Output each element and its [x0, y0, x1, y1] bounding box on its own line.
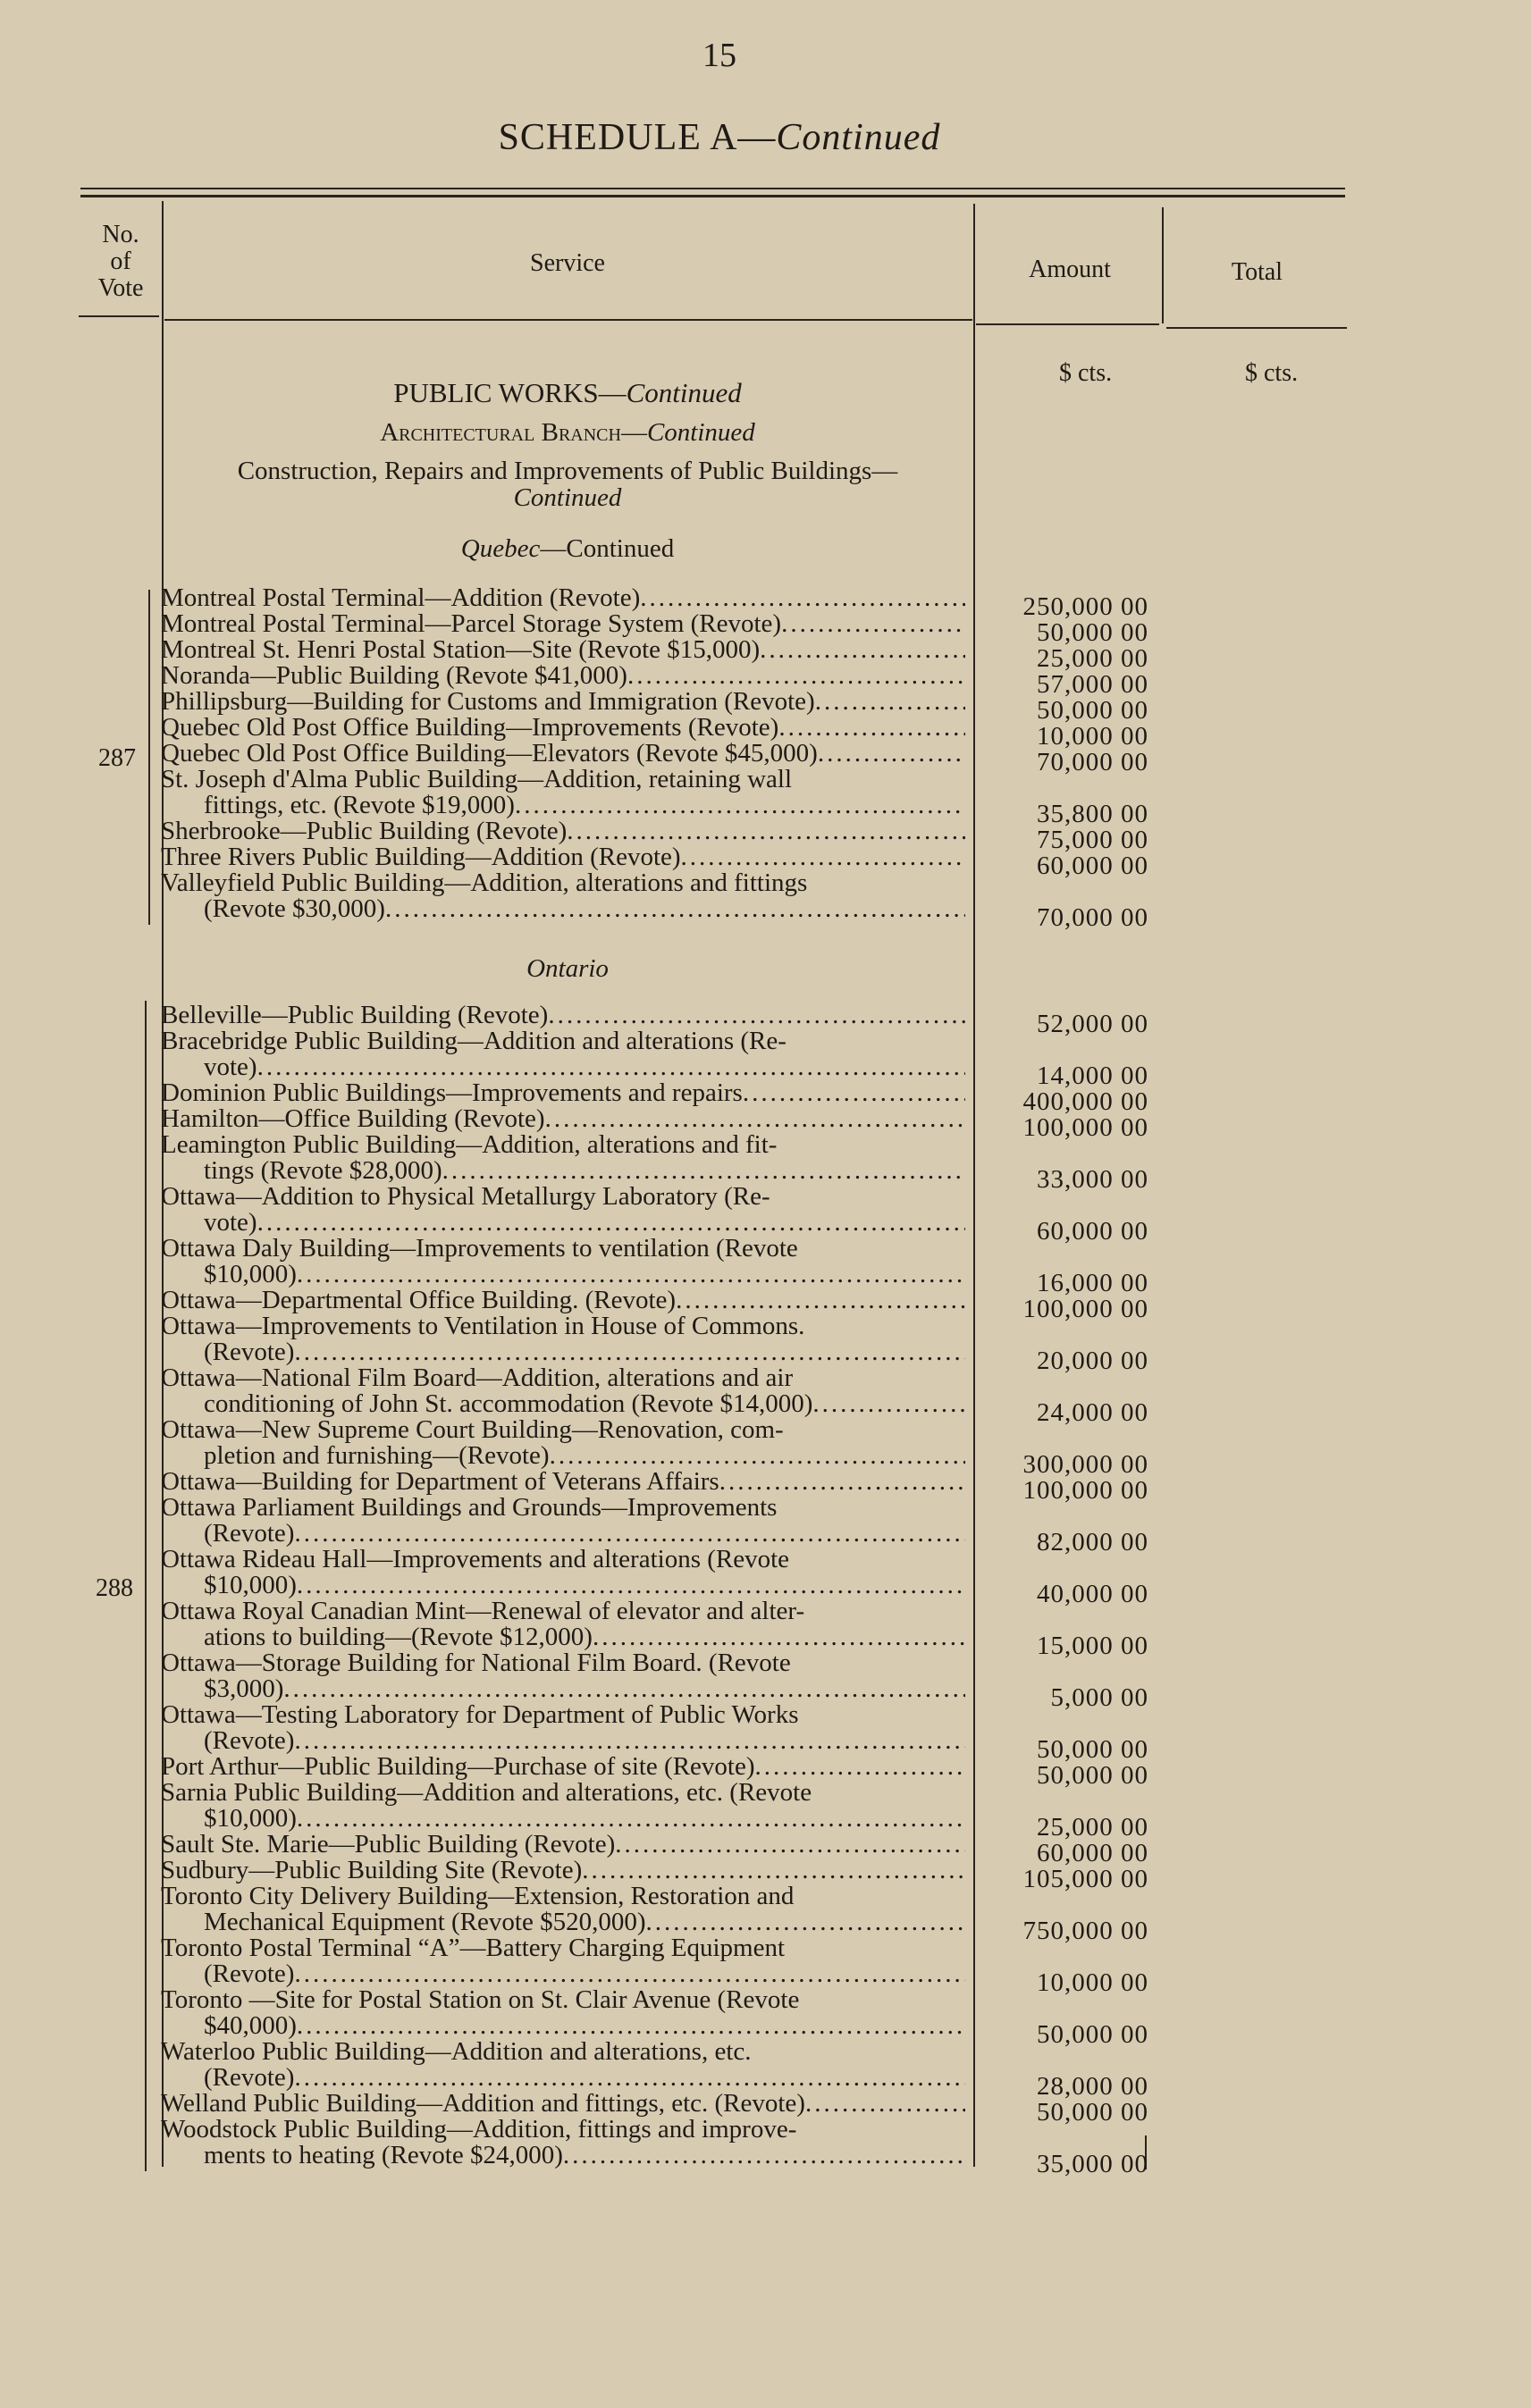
leader-dots: [294, 1728, 965, 1754]
line-item-amount: 16,000 00: [1037, 1269, 1148, 1297]
leader-dots: [297, 1806, 965, 1832]
line-item-amount: 60,000 00: [1037, 852, 1148, 880]
total-currency: $ cts.: [1245, 359, 1299, 387]
line-item-text: Dominion Public Buildings—Improvements and repairs: [161, 1078, 743, 1107]
header-service: Service: [530, 249, 605, 277]
page-number: 15: [702, 37, 736, 74]
leader-dots: [755, 1754, 965, 1780]
leader-dots: [645, 1909, 965, 1935]
line-item-text: Toronto —Site for Postal Station on St. Clair Avenue (Revote: [161, 1985, 800, 2014]
line-item-text: St. Joseph d'Alma Public Building—Addition, retaining wall: [161, 765, 793, 793]
leader-dots: [778, 715, 965, 741]
line-item: [161, 741, 965, 767]
column-line-total: [1162, 207, 1164, 323]
leader-dots: [297, 2013, 965, 2039]
line-item: [161, 1598, 965, 1650]
line-item: [161, 689, 965, 715]
leader-dots: [283, 1676, 965, 1702]
line-item: [161, 1106, 965, 1132]
line-item-amount: 100,000 00: [1022, 1113, 1148, 1142]
top-double-rule: [80, 188, 1345, 189]
leader-dots: [593, 1624, 965, 1650]
leader-dots: [294, 1339, 965, 1365]
line-item-text: Three Rivers Public Building—Addition (Revote): [161, 843, 681, 871]
line-item-amount: 57,000 00: [1037, 670, 1148, 699]
line-item: [161, 1754, 965, 1780]
leader-dots: [818, 741, 965, 767]
line-item-text: (Revote): [204, 1519, 295, 1548]
line-item-text: (Revote): [204, 1726, 295, 1755]
line-item-amount: 14,000 00: [1037, 1061, 1148, 1090]
line-item-text: Waterloo Public Building—Addition and alterations, etc.: [161, 2037, 752, 2066]
line-item-amount: 75,000 00: [1037, 826, 1148, 854]
header-vote-no: No. of Vote: [97, 221, 144, 302]
line-item-text: pletion and furnishing—(Revote): [204, 1441, 550, 1470]
leader-dots: [781, 611, 965, 637]
leader-dots: [812, 1391, 965, 1417]
line-item-amount: 10,000 00: [1037, 722, 1148, 751]
line-item: [161, 2039, 965, 2091]
line-item-text: Ottawa—New Supreme Court Building—Renovation, com-: [161, 1415, 784, 1444]
line-item-amount: 70,000 00: [1037, 903, 1148, 932]
line-item-amount: 82,000 00: [1037, 1528, 1148, 1556]
line-item: [161, 818, 965, 844]
line-item: [161, 870, 965, 922]
leader-dots: [719, 1469, 965, 1495]
line-item: [161, 1003, 965, 1028]
line-item-amount: 50,000 00: [1037, 696, 1148, 725]
header-total: Total: [1231, 258, 1283, 286]
leader-dots: [563, 2143, 965, 2169]
line-item: [161, 1780, 965, 1832]
leader-dots: [681, 844, 965, 870]
line-item-amount: 70,000 00: [1037, 748, 1148, 776]
line-item: [161, 1132, 965, 1184]
leader-dots: [257, 1210, 965, 1236]
branch-heading: Architectural Branch—Continued: [380, 418, 755, 447]
line-item: [161, 1365, 965, 1417]
leader-dots: [567, 818, 965, 844]
department-heading: PUBLIC WORKS—Continued: [393, 377, 742, 408]
line-item-text: vote): [204, 1208, 257, 1237]
line-item-amount: 35,000 00: [1037, 2150, 1148, 2178]
leader-dots: [815, 689, 965, 715]
vote-288-brace: [145, 1001, 147, 2171]
line-item: [161, 1987, 965, 2039]
line-item-text: Ottawa Royal Canadian Mint—Renewal of elevator and alter-: [161, 1597, 805, 1625]
line-item-amount: 50,000 00: [1037, 618, 1148, 647]
line-item: [161, 1313, 965, 1365]
line-item-text: conditioning of John St. accommodation (Revote $14,000): [204, 1389, 813, 1418]
leader-dots: [805, 2091, 965, 2117]
line-item: [161, 611, 965, 637]
leader-dots: [257, 1054, 965, 1080]
line-item-amount: 100,000 00: [1022, 1295, 1148, 1323]
leader-dots: [676, 1288, 965, 1313]
header-rule-service: [164, 319, 972, 321]
line-item-text: ments to heating (Revote $24,000): [204, 2141, 563, 2169]
line-item-amount: 40,000 00: [1037, 1580, 1148, 1608]
line-item-text: Ottawa—Addition to Physical Metallurgy Laboratory (Re-: [161, 1182, 770, 1211]
line-item-text: Belleville—Public Building (Revote): [161, 1001, 549, 1029]
line-item-text: (Revote): [204, 1338, 295, 1366]
line-item-text: Ottawa Rideau Hall—Improvements and alterations (Revote: [161, 1545, 790, 1573]
line-item-amount: 25,000 00: [1037, 1813, 1148, 1842]
line-item-text: Quebec Old Post Office Building—Improvements (Revote): [161, 713, 779, 742]
line-item-amount: 25,000 00: [1037, 644, 1148, 673]
line-item-amount: 105,000 00: [1022, 1865, 1148, 1893]
line-item-text: $10,000): [204, 1571, 297, 1599]
vote-number-287: 287: [98, 744, 136, 772]
line-item-text: $40,000): [204, 2011, 297, 2040]
line-item-text: (Revote $30,000): [204, 894, 385, 923]
line-item-amount: 300,000 00: [1022, 1450, 1148, 1479]
line-item: [161, 1858, 965, 1884]
leader-dots: [297, 1262, 965, 1288]
leader-dots: [627, 663, 965, 689]
line-item-text: Valleyfield Public Building—Addition, alterations and fittings: [161, 868, 808, 897]
header-rule-total: [1166, 327, 1347, 329]
line-item-text: Mechanical Equipment (Revote $520,000): [204, 1908, 646, 1936]
line-item-text: Sarnia Public Building—Addition and alterations, etc. (Revote: [161, 1778, 812, 1807]
leader-dots: [550, 1443, 965, 1469]
line-item-text: Montreal Postal Terminal—Parcel Storage System (Revote): [161, 609, 782, 638]
leader-dots: [615, 1832, 965, 1858]
construction-subtitle: Construction, Repairs and Improvements of Public Buildings— Continued: [237, 457, 898, 512]
leader-dots: [294, 1521, 965, 1547]
line-item-amount: 50,000 00: [1037, 2020, 1148, 2049]
line-item-text: Montreal St. Henri Postal Station—Site (Revote $15,000): [161, 635, 761, 664]
line-item-amount: 400,000 00: [1022, 1087, 1148, 1116]
line-item: [161, 663, 965, 689]
leader-dots: [640, 585, 965, 611]
amount-currency: $ cts.: [1059, 359, 1113, 387]
line-item-text: Sherbrooke—Public Building (Revote): [161, 817, 568, 845]
line-item-text: (Revote): [204, 2063, 295, 2092]
line-item-amount: 52,000 00: [1037, 1010, 1148, 1038]
schedule-title: SCHEDULE A—Continued: [498, 117, 941, 158]
line-item-amount: 33,000 00: [1037, 1165, 1148, 1194]
line-item-text: Bracebridge Public Building—Addition and alterations (Re-: [161, 1027, 787, 1055]
leader-dots: [515, 793, 965, 818]
province-quebec: Quebec—Continued: [460, 534, 675, 563]
leader-dots: [297, 1573, 965, 1598]
line-item-text: Ottawa Daly Building—Improvements to ventilation (Revote: [161, 1234, 798, 1263]
line-item-text: $10,000): [204, 1804, 297, 1833]
line-item-text: Ottawa—Improvements to Ventilation in House of Commons.: [161, 1312, 805, 1340]
line-item-text: $10,000): [204, 1260, 297, 1288]
vote-287-brace: [148, 590, 150, 925]
line-item: [161, 1028, 965, 1080]
line-item-text: Woodstock Public Building—Addition, fittings and improve-: [161, 2115, 797, 2144]
header-rule-amount: [976, 323, 1159, 325]
line-item-text: Welland Public Building—Addition and fittings, etc. (Revote): [161, 2089, 805, 2118]
line-item-text: $3,000): [204, 1674, 284, 1703]
leader-dots: [760, 637, 965, 663]
line-item-text: Ottawa Parliament Buildings and Grounds—Improvements: [161, 1493, 778, 1522]
line-item-text: Sudbury—Public Building Site (Revote): [161, 1856, 583, 1884]
line-item-text: Sault Ste. Marie—Public Building (Revote): [161, 1830, 616, 1858]
line-item-text: Quebec Old Post Office Building—Elevators (Revote $45,000): [161, 739, 818, 768]
line-item: [161, 1080, 965, 1106]
line-item: [161, 1884, 965, 1935]
line-item-text: Noranda—Public Building (Revote $41,000): [161, 661, 627, 690]
line-item-amount: 35,800 00: [1037, 800, 1148, 828]
line-item-amount: 10,000 00: [1037, 1968, 1148, 1997]
line-item-text: Montreal Postal Terminal—Addition (Revote): [161, 583, 641, 612]
line-item: [161, 1417, 965, 1469]
line-item-amount: 50,000 00: [1037, 1735, 1148, 1764]
line-item: [161, 715, 965, 741]
leader-dots: [294, 2065, 965, 2091]
province-ontario: Ontario: [526, 954, 609, 983]
line-item: [161, 1547, 965, 1598]
line-item-text: Ottawa—Departmental Office Building. (Revote): [161, 1286, 677, 1314]
line-item: [161, 1288, 965, 1313]
top-double-rule-2: [80, 195, 1345, 197]
header-rule-vote: [79, 315, 159, 317]
line-item: [161, 1832, 965, 1858]
line-item: [161, 844, 965, 870]
leader-dots: [582, 1858, 965, 1884]
line-item: [161, 1236, 965, 1288]
line-item: [161, 1469, 965, 1495]
header-amount: Amount: [1029, 256, 1111, 283]
line-item-amount: 250,000 00: [1022, 592, 1148, 621]
line-item-amount: 50,000 00: [1037, 2098, 1148, 2127]
line-item-amount: 28,000 00: [1037, 2072, 1148, 2101]
line-item: [161, 2091, 965, 2117]
leader-dots: [385, 896, 965, 922]
line-item-amount: 15,000 00: [1037, 1632, 1148, 1660]
line-item-text: Toronto Postal Terminal “A”—Battery Charging Equipment: [161, 1934, 785, 1962]
leader-dots: [548, 1003, 965, 1028]
line-item-text: Port Arthur—Public Building—Purchase of site (Revote): [161, 1752, 755, 1781]
line-item-amount: 24,000 00: [1037, 1398, 1148, 1427]
line-item: [161, 1495, 965, 1547]
line-item: [161, 2117, 965, 2169]
line-item: [161, 1650, 965, 1702]
line-item-text: ations to building—(Revote $12,000): [204, 1623, 593, 1651]
line-item-amount: 60,000 00: [1037, 1217, 1148, 1246]
line-item-text: Ottawa—National Film Board—Addition, alterations and air: [161, 1363, 794, 1392]
leader-dots: [294, 1961, 965, 1987]
line-item-text: (Revote): [204, 1959, 295, 1988]
leader-dots: [442, 1158, 965, 1184]
line-item-text: Phillipsburg—Building for Customs and Immigration (Revote): [161, 687, 815, 716]
line-item-text: Toronto City Delivery Building—Extension, Restoration and: [161, 1882, 795, 1910]
line-item-text: Ottawa—Building for Department of Veterans Affairs: [161, 1467, 719, 1496]
leader-dots: [743, 1080, 965, 1106]
line-item-text: Ottawa—Storage Building for National Film Board. (Revote: [161, 1649, 791, 1677]
line-item-amount: 5,000 00: [1050, 1683, 1148, 1712]
vote-number-288: 288: [96, 1574, 133, 1602]
line-item-amount: 60,000 00: [1037, 1839, 1148, 1867]
line-item-text: Ottawa—Testing Laboratory for Department of Public Works: [161, 1700, 799, 1729]
line-item: [161, 767, 965, 818]
line-item: [161, 1935, 965, 1987]
line-item-amount: 50,000 00: [1037, 1761, 1148, 1790]
line-item: [161, 585, 965, 611]
leader-dots: [545, 1106, 965, 1132]
line-item: [161, 1184, 965, 1236]
line-item-amount: 20,000 00: [1037, 1347, 1148, 1375]
line-item-text: Hamilton—Office Building (Revote): [161, 1104, 545, 1133]
line-item-text: tings (Revote $28,000): [204, 1156, 442, 1185]
line-item-amount: 750,000 00: [1022, 1917, 1148, 1945]
line-item: [161, 637, 965, 663]
line-item: [161, 1702, 965, 1754]
line-item-text: Leamington Public Building—Addition, alterations and fit-: [161, 1130, 778, 1159]
line-item-text: vote): [204, 1053, 257, 1081]
line-item-text: fittings, etc. (Revote $19,000): [204, 791, 515, 819]
line-item-amount: 100,000 00: [1022, 1476, 1148, 1505]
